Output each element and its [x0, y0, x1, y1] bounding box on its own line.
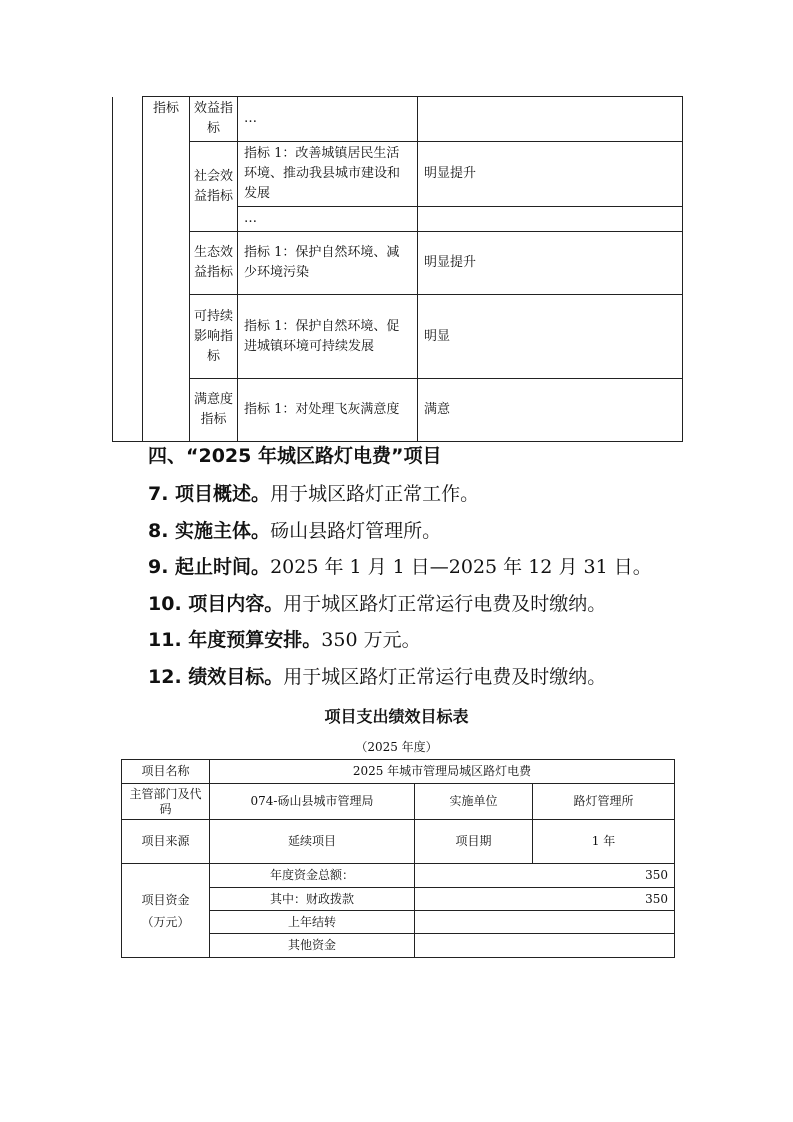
list-item: [148, 480, 708, 517]
project-name-label: 项目名称: [122, 760, 210, 784]
item-text: 用于城区路灯正常工作。: [270, 483, 480, 505]
target-value-cell: 明显: [418, 295, 683, 379]
list-item: [148, 553, 708, 590]
table-row: [113, 142, 683, 207]
blank-outer-cell: [113, 97, 143, 442]
indicator-cell: …: [238, 207, 418, 232]
target-value-cell: 满意: [418, 379, 683, 442]
project-funds-label: [122, 864, 210, 958]
funds-unit-text: （万元）: [141, 914, 190, 929]
indicator-category-cell: 社会效益指标: [190, 142, 238, 232]
funds-row-value: 350: [415, 888, 675, 911]
table-title: 项目支出绩效目标表: [324, 707, 469, 726]
project-source-value: 延续项目: [210, 820, 415, 864]
item-label: 12. 绩效目标。: [148, 665, 284, 688]
indicator-cell: 指标 1：保护自然环境、减少环境污染: [238, 232, 418, 295]
table-row: [113, 232, 683, 295]
item-label: 10. 项目内容。: [148, 592, 284, 615]
indicator-category-cell: 满意度指标: [190, 379, 238, 442]
item-label: 11. 年度预算安排。: [148, 629, 322, 652]
table-row: [113, 295, 683, 379]
indicator-category-cell: 可持续影响指标: [190, 295, 238, 379]
target-value-cell: [418, 207, 683, 232]
funds-row-label: 其中：财政拨款: [210, 888, 415, 911]
section-heading: 四、“2025 年城区路灯电费”项目: [148, 445, 442, 467]
project-period-value: 1 年: [533, 820, 675, 864]
table-row: [122, 864, 675, 888]
item-text: 350 万元。: [321, 629, 421, 652]
list-item: [148, 590, 708, 627]
table-row: [122, 760, 675, 784]
target-value-cell: 明显提升: [418, 232, 683, 295]
implementing-unit-value: 路灯管理所: [533, 784, 675, 820]
funds-label-text: 项目资金: [141, 892, 190, 907]
target-value-cell: [418, 97, 683, 142]
indicator-cell: 指标 1：对处理飞灰满意度: [238, 379, 418, 442]
funds-row-value: [415, 934, 675, 958]
item-text: 砀山县路灯管理所。: [270, 519, 442, 542]
indicator-cell: 指标 1：改善城镇居民生活环境、推动我县城市建设和发展: [238, 142, 418, 207]
department-label: 主管部门及代码: [122, 784, 210, 820]
funds-row-label: 其他资金: [210, 934, 415, 958]
project-source-label: 项目来源: [122, 820, 210, 864]
item-label: 7. 项目概述。: [148, 483, 271, 505]
project-performance-table: [121, 759, 675, 958]
table-row: [113, 97, 683, 142]
indicator-level1-cell: 指标: [143, 97, 190, 442]
indicator-cell: 指标 1：保护自然环境、促进城镇环境可持续发展: [238, 295, 418, 379]
item-label: 8. 实施主体。: [148, 519, 271, 542]
funds-row-label: 年度资金总额：: [210, 864, 415, 888]
indicator-category-cell: 效益指标: [190, 97, 238, 142]
indicator-category-cell: 生态效益指标: [190, 232, 238, 295]
list-item: [148, 517, 708, 554]
list-item: [148, 663, 708, 700]
performance-indicator-table-continued: [112, 96, 683, 442]
table-year: （2025 年度）: [355, 740, 438, 754]
list-item: [148, 626, 708, 663]
table-row: [122, 820, 675, 864]
item-text: 2025 年 1 月 1 日—2025 年 12 月 31 日。: [270, 556, 652, 579]
table-row: [122, 784, 675, 820]
project-name-value: 2025 年城市管理局城区路灯电费: [210, 760, 675, 784]
project-period-label: 项目期: [415, 820, 533, 864]
project-items-list: [148, 480, 708, 700]
department-value: 074-砀山县城市管理局: [210, 784, 415, 820]
item-text: 用于城区路灯正常运行电费及时缴纳。: [283, 665, 607, 688]
target-value-cell: 明显提升: [418, 142, 683, 207]
implementing-unit-label: 实施单位: [415, 784, 533, 820]
item-label: 9. 起止时间。: [148, 556, 271, 579]
table-row: [113, 379, 683, 442]
funds-row-label: 上年结转: [210, 911, 415, 934]
funds-row-value: [415, 911, 675, 934]
funds-row-value: 350: [415, 864, 675, 888]
indicator-cell: …: [238, 97, 418, 142]
item-text: 用于城区路灯正常运行电费及时缴纳。: [283, 592, 607, 615]
